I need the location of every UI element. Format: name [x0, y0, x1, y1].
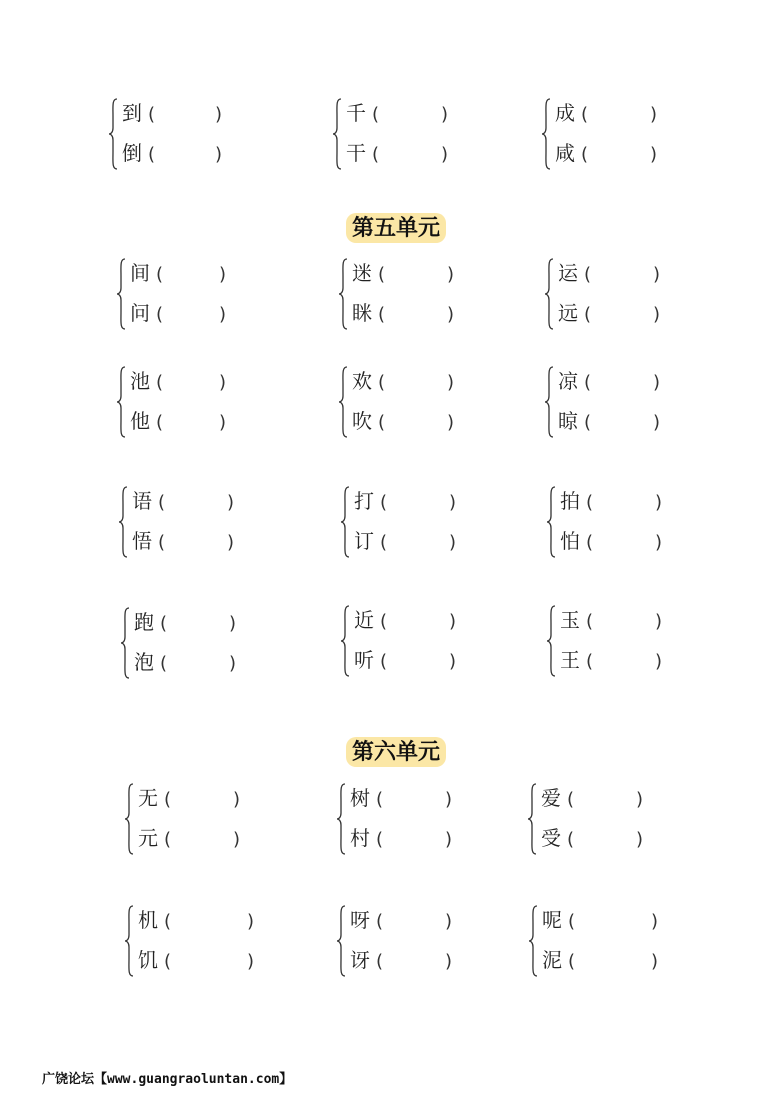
- character: 吹: [352, 409, 372, 433]
- word-pair: [544, 366, 734, 438]
- open-paren: (: [584, 372, 592, 393]
- character: 村: [350, 826, 370, 850]
- open-paren: (: [584, 264, 592, 285]
- curly-brace-icon: [546, 605, 556, 677]
- close-paren: ): [441, 104, 449, 125]
- word-row: [130, 366, 226, 396]
- word-row: [138, 945, 254, 975]
- word-row: [130, 406, 226, 436]
- word-row: [560, 486, 662, 516]
- close-paren: ): [219, 304, 227, 325]
- word-pair: [340, 605, 530, 677]
- character: 订: [354, 529, 374, 553]
- character: 迷: [352, 261, 372, 285]
- character: 呀: [350, 908, 370, 932]
- close-paren: ): [653, 264, 661, 285]
- character: 泥: [542, 948, 562, 972]
- character: 到: [122, 101, 142, 125]
- close-paren: ): [655, 532, 663, 553]
- word-pair: [527, 783, 717, 855]
- close-paren: ): [233, 829, 241, 850]
- character: 无: [138, 786, 158, 810]
- word-row: [130, 258, 226, 288]
- open-paren: (: [380, 532, 388, 553]
- curly-brace-icon: [118, 486, 128, 558]
- close-paren: ): [449, 492, 457, 513]
- word-row: [130, 298, 226, 328]
- close-paren: ): [636, 829, 644, 850]
- curly-brace-icon: [120, 607, 130, 679]
- close-paren: ): [655, 651, 663, 672]
- curly-brace-icon: [340, 486, 350, 558]
- footer-bracket-open: 【: [94, 1072, 108, 1087]
- open-paren: (: [160, 613, 168, 634]
- word-row: [555, 98, 657, 128]
- open-paren: (: [164, 789, 172, 810]
- open-paren: (: [158, 492, 166, 513]
- close-paren: ): [219, 412, 227, 433]
- open-paren: (: [378, 304, 386, 325]
- footer: [42, 1068, 292, 1087]
- close-paren: ): [227, 532, 235, 553]
- character: 打: [354, 489, 374, 513]
- character: 间: [130, 261, 150, 285]
- word-pair: [544, 258, 734, 330]
- word-pair: [124, 905, 314, 977]
- character: 眯: [352, 301, 372, 325]
- close-paren: ): [219, 372, 227, 393]
- word-pair: [546, 605, 736, 677]
- character: 玉: [560, 608, 580, 632]
- curly-brace-icon: [544, 366, 554, 438]
- close-paren: ): [653, 372, 661, 393]
- open-paren: (: [148, 144, 156, 165]
- word-row: [350, 823, 452, 853]
- word-row: [354, 486, 456, 516]
- close-paren: ): [636, 789, 644, 810]
- word-row: [558, 406, 660, 436]
- close-paren: ): [449, 651, 457, 672]
- character: 跑: [134, 610, 154, 634]
- close-paren: ): [445, 789, 453, 810]
- close-paren: ): [653, 412, 661, 433]
- character: 机: [138, 908, 158, 932]
- open-paren: (: [376, 829, 384, 850]
- close-paren: ): [650, 144, 658, 165]
- word-row: [346, 98, 448, 128]
- word-pair: [124, 783, 314, 855]
- word-row: [541, 823, 643, 853]
- open-paren: (: [567, 789, 575, 810]
- open-paren: (: [378, 412, 386, 433]
- close-paren: ): [247, 911, 255, 932]
- character: 问: [130, 301, 150, 325]
- character: 受: [541, 826, 561, 850]
- character: 近: [354, 608, 374, 632]
- word-pair: [120, 607, 310, 679]
- word-pair: [528, 905, 718, 977]
- word-row: [134, 647, 236, 677]
- word-row: [558, 298, 660, 328]
- word-pair: [541, 98, 731, 170]
- close-paren: ): [447, 372, 455, 393]
- word-row: [138, 783, 240, 813]
- word-row: [134, 607, 236, 637]
- close-paren: ): [447, 264, 455, 285]
- word-row: [138, 905, 254, 935]
- open-paren: (: [376, 789, 384, 810]
- footer-bracket-close: 】: [279, 1072, 293, 1087]
- word-row: [558, 366, 660, 396]
- unit-title-6: 第六单元: [346, 737, 446, 767]
- character: 王: [560, 648, 580, 672]
- close-paren: ): [447, 412, 455, 433]
- curly-brace-icon: [528, 905, 538, 977]
- character: 怕: [560, 529, 580, 553]
- open-paren: (: [376, 951, 384, 972]
- character: 千: [346, 101, 366, 125]
- close-paren: ): [219, 264, 227, 285]
- curly-brace-icon: [336, 905, 346, 977]
- close-paren: ): [445, 951, 453, 972]
- close-paren: ): [229, 653, 237, 674]
- open-paren: (: [581, 144, 589, 165]
- open-paren: (: [372, 104, 380, 125]
- curly-brace-icon: [527, 783, 537, 855]
- word-row: [122, 138, 222, 168]
- character: 呢: [542, 908, 562, 932]
- close-paren: ): [447, 304, 455, 325]
- word-pair: [338, 366, 528, 438]
- close-paren: ): [227, 492, 235, 513]
- close-paren: ): [247, 951, 255, 972]
- open-paren: (: [148, 104, 156, 125]
- word-pair: [340, 486, 530, 558]
- word-row: [350, 783, 452, 813]
- word-row: [354, 605, 456, 635]
- close-paren: ): [651, 911, 659, 932]
- word-row: [352, 366, 454, 396]
- open-paren: (: [156, 412, 164, 433]
- curly-brace-icon: [116, 366, 126, 438]
- word-pair: [116, 366, 306, 438]
- curly-brace-icon: [108, 98, 118, 170]
- word-pair: [332, 98, 522, 170]
- character: 干: [346, 141, 366, 165]
- curly-brace-icon: [336, 783, 346, 855]
- character: 远: [558, 301, 578, 325]
- word-row: [352, 406, 454, 436]
- character: 拍: [560, 489, 580, 513]
- word-row: [560, 605, 662, 635]
- close-paren: ): [449, 532, 457, 553]
- character: 倒: [122, 141, 142, 165]
- character: 池: [130, 369, 150, 393]
- character: 成: [555, 101, 575, 125]
- character: 晾: [558, 409, 578, 433]
- character: 咸: [555, 141, 575, 165]
- word-row: [352, 258, 454, 288]
- open-paren: (: [380, 492, 388, 513]
- character: 凉: [558, 369, 578, 393]
- open-paren: (: [584, 412, 592, 433]
- word-pair: [546, 486, 736, 558]
- character: 饥: [138, 948, 158, 972]
- open-paren: (: [586, 492, 594, 513]
- word-row: [132, 486, 234, 516]
- close-paren: ): [650, 104, 658, 125]
- open-paren: (: [156, 372, 164, 393]
- unit-title-5: 第五单元: [346, 213, 446, 243]
- open-paren: (: [568, 911, 576, 932]
- open-paren: (: [586, 611, 594, 632]
- character: 听: [354, 648, 374, 672]
- character: 元: [138, 826, 158, 850]
- word-pair: [338, 258, 528, 330]
- footer-site-name: 广饶论坛: [42, 1072, 95, 1087]
- open-paren: (: [380, 651, 388, 672]
- word-row: [354, 645, 456, 675]
- open-paren: (: [164, 911, 172, 932]
- open-paren: (: [380, 611, 388, 632]
- close-paren: ): [653, 304, 661, 325]
- curly-brace-icon: [332, 98, 342, 170]
- word-row: [560, 526, 662, 556]
- curly-brace-icon: [338, 258, 348, 330]
- close-paren: ): [655, 611, 663, 632]
- character: 树: [350, 786, 370, 810]
- character: 欢: [352, 369, 372, 393]
- word-pair: [116, 258, 306, 330]
- curly-brace-icon: [124, 783, 134, 855]
- open-paren: (: [164, 829, 172, 850]
- open-paren: (: [164, 951, 172, 972]
- word-row: [354, 526, 456, 556]
- character: 讶: [350, 948, 370, 972]
- close-paren: ): [445, 911, 453, 932]
- word-row: [346, 138, 448, 168]
- open-paren: (: [581, 104, 589, 125]
- word-row: [542, 905, 658, 935]
- word-row: [558, 258, 660, 288]
- word-row: [352, 298, 454, 328]
- open-paren: (: [156, 304, 164, 325]
- character: 运: [558, 261, 578, 285]
- word-row: [122, 98, 222, 128]
- open-paren: (: [378, 372, 386, 393]
- character: 泡: [134, 650, 154, 674]
- word-row: [138, 823, 240, 853]
- open-paren: (: [586, 532, 594, 553]
- character: 他: [130, 409, 150, 433]
- close-paren: ): [441, 144, 449, 165]
- footer-url[interactable]: www.guangraoluntan.com: [107, 1072, 280, 1087]
- word-row: [542, 945, 658, 975]
- curly-brace-icon: [338, 366, 348, 438]
- close-paren: ): [655, 492, 663, 513]
- open-paren: (: [376, 911, 384, 932]
- character: 悟: [132, 529, 152, 553]
- open-paren: (: [372, 144, 380, 165]
- open-paren: (: [568, 951, 576, 972]
- curly-brace-icon: [541, 98, 551, 170]
- open-paren: (: [158, 532, 166, 553]
- word-row: [350, 905, 452, 935]
- word-row: [555, 138, 657, 168]
- close-paren: ): [215, 144, 223, 165]
- open-paren: (: [584, 304, 592, 325]
- open-paren: (: [156, 264, 164, 285]
- close-paren: ): [233, 789, 241, 810]
- close-paren: ): [651, 951, 659, 972]
- word-pair: [118, 486, 308, 558]
- word-pair: [108, 98, 298, 170]
- curly-brace-icon: [124, 905, 134, 977]
- word-pair: [336, 783, 526, 855]
- word-row: [560, 645, 662, 675]
- curly-brace-icon: [546, 486, 556, 558]
- word-row: [541, 783, 643, 813]
- curly-brace-icon: [544, 258, 554, 330]
- character: 爱: [541, 786, 561, 810]
- close-paren: ): [445, 829, 453, 850]
- word-pair: [336, 905, 526, 977]
- open-paren: (: [586, 651, 594, 672]
- curly-brace-icon: [116, 258, 126, 330]
- character: 语: [132, 489, 152, 513]
- close-paren: ): [229, 613, 237, 634]
- open-paren: (: [567, 829, 575, 850]
- curly-brace-icon: [340, 605, 350, 677]
- word-row: [350, 945, 452, 975]
- close-paren: ): [215, 104, 223, 125]
- word-row: [132, 526, 234, 556]
- open-paren: (: [378, 264, 386, 285]
- close-paren: ): [449, 611, 457, 632]
- open-paren: (: [160, 653, 168, 674]
